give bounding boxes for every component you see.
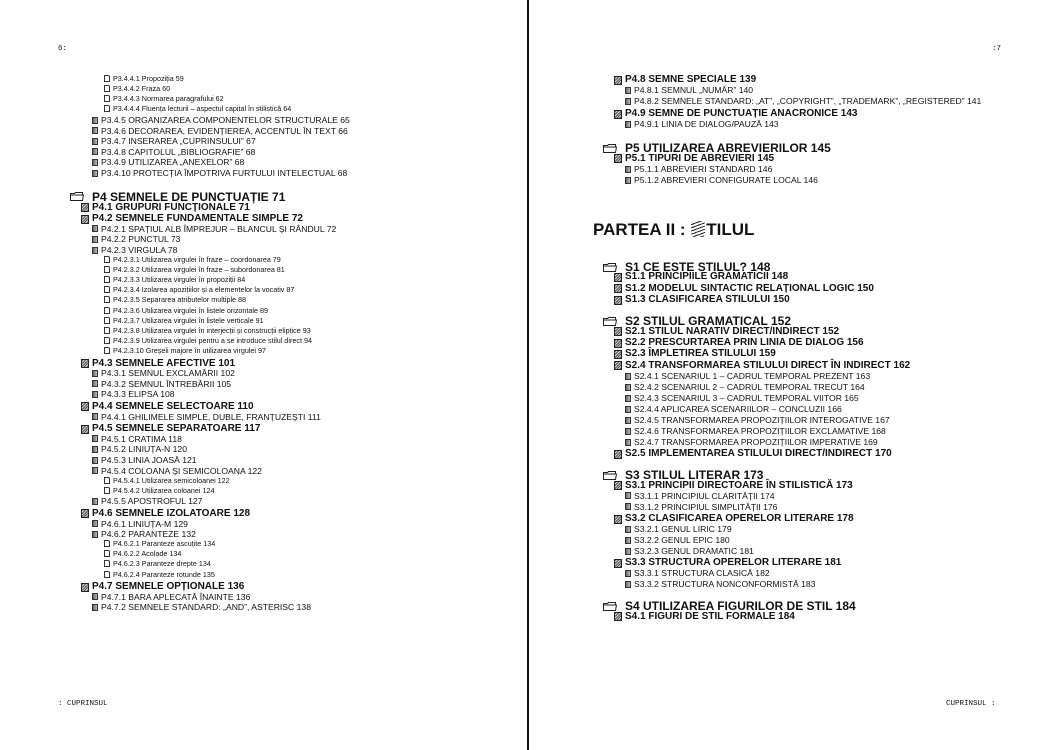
toc-entry <box>625 569 770 578</box>
toc-entry <box>104 317 264 324</box>
toc-entry-label: S2.4.5 TRANSFORMAREA PROPOZIȚIILOR INTEROGATIVE 167 <box>634 414 890 425</box>
left-page <box>0 0 527 750</box>
toc-entry <box>614 449 892 459</box>
toc-entry-label: S2.4.6 TRANSFORMAREA PROPOZIȚIILOR EXCLAMATIVE 168 <box>634 425 886 436</box>
toc-entry <box>614 109 857 119</box>
leaf-icon <box>92 531 98 538</box>
toc-entry-label: P4.2.3.3 Utilizarea virgulei în propoziții 84 <box>113 275 246 285</box>
leaf-icon <box>92 370 98 377</box>
toc-entry <box>92 169 347 178</box>
toc-entry-label: P4.2.2 PUNCTUL 73 <box>101 234 181 245</box>
toc-entry <box>104 307 268 314</box>
toc-entry-label: P4.2.3.10 Greșeli majore în utilizarea virgulei 97 <box>113 345 267 355</box>
toc-entry <box>92 467 262 476</box>
leaf-icon <box>92 391 98 398</box>
toc-entry <box>625 383 865 392</box>
doc-icon <box>104 337 110 344</box>
toc-entry-label: P3.4.9 UTILIZAREA „ANEXELOR” 68 <box>101 157 245 168</box>
toc-entry-label: P3.4.4.2 Fraza 60 <box>113 84 171 94</box>
toc-entry-label: P3.4.4.1 Propoziția 59 <box>113 74 184 83</box>
toc-entry-label: P4.6 SEMNELE IZOLATOARE 128 <box>92 507 251 519</box>
toc-entry <box>104 327 311 334</box>
toc-entry-label: P4.3.2 SEMNUL ÎNTREBĂRII 105 <box>101 378 232 389</box>
book-icon <box>81 359 89 368</box>
toc-entry-label: P4.9.1 LINIA DE DIALOG/PAUZĂ 143 <box>634 119 779 130</box>
toc-entry-label: S3.3 STRUCTURA OPERELOR LITERARE 181 <box>625 557 842 569</box>
toc-entry-label: P3.4.4.3 Normarea paragrafului 62 <box>113 94 224 104</box>
book-icon <box>614 481 622 490</box>
toc-entry <box>625 438 878 447</box>
toc-entry <box>104 487 215 494</box>
toc-entry-label: P4.5.4.1 Utilizarea semicoloanei 122 <box>113 475 230 485</box>
toc-entry <box>614 514 854 524</box>
toc-entry <box>625 394 859 403</box>
leaf-icon <box>625 537 631 544</box>
leaf-icon <box>92 159 98 166</box>
toc-entry-label: S2.2 PRESCURTAREA PRIN LINIA DE DIALOG 156 <box>625 337 864 348</box>
toc-entry-label: P4.4 SEMNELE SELECTOARE 110 <box>92 400 254 412</box>
leaf-icon <box>92 498 98 505</box>
toc-entry-label: P3.4.5 ORGANIZAREA COMPONENTELOR STRUCTURALE 65 <box>101 114 350 125</box>
toc-entry-label: S2 STILUL GRAMATICAL 152 <box>625 314 792 329</box>
toc-entry-label: P4.8.2 SEMNELE STANDARD: „AT”, „COPYRIGHT”, „TRADEMARK”, „REGISTERED” 141 <box>634 96 982 107</box>
leaf-icon <box>625 121 631 128</box>
book-icon <box>81 509 89 518</box>
toc-entry-label: P5.1.1 ABREVIERI STANDARD 146 <box>634 164 773 174</box>
toc-entry-label: S1.1 PRINCIPIILE GRAMATICII 148 <box>625 271 789 283</box>
toc-entry-label: S3.2.1 GENUL LIRIC 179 <box>634 524 732 534</box>
toc-entry-label: P4.5.3 LINIA JOASĂ 121 <box>101 454 197 465</box>
toc-entry <box>92 380 231 389</box>
leaf-icon <box>625 581 631 588</box>
toc-entry-label: P4.5.5 APOSTROFUL 127 <box>101 496 203 507</box>
book-icon <box>614 284 622 293</box>
toc-entry-label: S3.2.3 GENUL DRAMATIC 181 <box>634 546 754 556</box>
leaf-icon <box>92 446 98 453</box>
folder-icon <box>603 263 617 272</box>
leaf-icon <box>625 98 631 105</box>
leaf-icon <box>625 570 631 577</box>
toc-entry-label: S2.4.4 APLICAREA SCENARIILOR – CONCLUZII 166 <box>634 403 842 414</box>
toc-entry <box>92 593 250 602</box>
toc-entry <box>625 547 754 556</box>
toc-entry-label: P4.1 GRUPURI FUNCȚIONALE 71 <box>92 201 250 213</box>
doc-icon <box>104 347 110 354</box>
toc-entry-label: P4.2.3.7 Utilizarea virgulei în listele verticale 91 <box>113 315 264 325</box>
doc-icon <box>104 540 110 547</box>
leaf-icon <box>625 548 631 555</box>
toc-entry-label: P4.6.2 PARANTEZE 132 <box>101 529 196 540</box>
toc-entry-label: S3.1.1 PRINCIPIUL CLARITĂȚII 174 <box>634 490 775 501</box>
toc-entry-label: P3.4.6 DECORAREA, EVIDENȚIEREA, ACCENTUL ÎN TEXT 66 <box>101 125 348 136</box>
toc-entry-label: P4.8 SEMNE SPECIALE 139 <box>625 74 757 85</box>
page-footer: CUPRINSUL : <box>946 700 996 708</box>
toc-entry <box>81 582 244 592</box>
leaf-icon <box>625 406 631 413</box>
toc-entry-label: P5.1 TIPURI DE ABREVIERI 145 <box>625 152 775 164</box>
toc-entry <box>92 413 321 422</box>
toc-entry-label: S3.3.1 STRUCTURA CLASICĂ 182 <box>634 568 770 579</box>
toc-entry-label: P4.6.2.1 Paranteze ascuțite 134 <box>113 539 216 549</box>
leaf-icon <box>92 380 98 387</box>
doc-icon <box>104 105 110 112</box>
toc-entry <box>92 456 197 465</box>
toc-entry-label: S3.2.2 GENUL EPIC 180 <box>634 535 730 545</box>
leaf-icon <box>92 117 98 124</box>
doc-icon <box>104 75 110 82</box>
leaf-icon <box>625 395 631 402</box>
toc-entry <box>92 116 350 125</box>
toc-entry-label: S3.3.2 STRUCTURA NONCONFORMISTĂ 183 <box>634 579 816 590</box>
toc-entry <box>104 256 281 263</box>
toc-entry <box>614 327 839 337</box>
leaf-icon <box>92 236 98 243</box>
toc-entry-label: P4.5.4.2 Utilizarea coloanei 124 <box>113 485 215 495</box>
part-title-prefix: PARTEA II : <box>593 220 691 239</box>
leaf-icon <box>92 604 98 611</box>
toc-entry-label: P4.3.3 ELIPSA 108 <box>101 389 175 400</box>
toc-entry-label: P5 UTILIZAREA ABREVIERILOR 145 <box>625 141 831 156</box>
toc-entry <box>625 492 775 501</box>
leaf-icon <box>625 417 631 424</box>
toc-entry-label: S2.3 ÎMPLETIREA STILULUI 159 <box>625 348 776 360</box>
toc-entry <box>104 85 170 92</box>
folder-icon <box>70 192 84 201</box>
toc-entry <box>92 530 196 539</box>
leaf-icon <box>625 177 631 184</box>
toc-entry-label: P3.4.10 PROTECȚIA ÎMPOTRIVA FURTULUI INTELECTUAL 68 <box>101 167 348 178</box>
leaf-icon <box>625 428 631 435</box>
book-icon <box>81 215 89 224</box>
doc-icon <box>104 286 110 293</box>
toc-entry-label: S2.4.1 SCENARIUL 1 – CADRUL TEMPORAL PREZENT 163 <box>634 370 871 381</box>
doc-icon <box>104 95 110 102</box>
toc-entry <box>625 416 890 425</box>
doc-icon <box>104 85 110 92</box>
toc-entry-label: P4.7 SEMNELE OPȚIONALE 136 <box>92 581 245 593</box>
toc-entry <box>92 603 311 612</box>
leaf-icon <box>92 247 98 254</box>
doc-icon <box>104 276 110 283</box>
book-icon <box>614 76 622 85</box>
toc-entry-label: P4.8.1 SEMNUL „NUMĂR” 140 <box>634 85 754 96</box>
toc-entry-label: P4.2.3.9 Utilizarea virgulei pentru a se introduce stilul direct 94 <box>113 335 312 345</box>
toc-entry-label: P4 SEMNELE DE PUNCTUAȚIE 71 <box>92 189 286 204</box>
toc-entry-label: S2.4.7 TRANSFORMAREA PROPOZIȚIILOR IMPERATIVE 169 <box>634 436 878 447</box>
doc-icon <box>104 477 110 484</box>
leaf-icon <box>625 439 631 446</box>
toc-entry <box>104 560 211 567</box>
toc-entry <box>625 427 886 436</box>
toc-entry <box>92 148 255 157</box>
toc-entry <box>92 246 177 255</box>
book-icon <box>614 154 622 163</box>
doc-icon <box>104 266 110 273</box>
toc-entry <box>104 95 224 102</box>
toc-entry <box>104 540 215 547</box>
toc-entry <box>625 97 981 106</box>
leaf-icon <box>92 593 98 600</box>
leaf-icon <box>625 166 631 173</box>
toc-entry-label: P4.7.1 BARA APLECATĂ ÎNAINTE 136 <box>101 591 251 602</box>
leaf-icon <box>625 503 631 510</box>
toc-entry-label: P4.7.2 SEMNELE STANDARD: „AND”, ASTERISC 138 <box>101 602 311 613</box>
toc-entry <box>81 402 254 412</box>
toc-entry-label: P4.3.1 SEMNUL EXCLAMĂRII 102 <box>101 368 235 379</box>
doc-icon <box>104 317 110 324</box>
page-footer: : CUPRINSUL <box>58 700 108 708</box>
leaf-icon <box>625 87 631 94</box>
toc-entry <box>92 235 180 244</box>
decorated-s-glyph <box>691 221 705 237</box>
leaf-icon <box>625 492 631 499</box>
toc-entry <box>92 390 175 399</box>
toc-entry <box>614 154 774 164</box>
toc-entry-label: S3 STILUL LITERAR 173 <box>625 468 764 483</box>
doc-icon <box>104 327 110 334</box>
toc-entry <box>625 165 772 174</box>
page-number: :7 <box>992 45 1002 53</box>
toc-entry-label: S3.2 CLASIFICAREA OPERELOR LITERARE 178 <box>625 513 854 524</box>
toc-entry <box>104 477 230 484</box>
toc-entry-label: P4.5.4 COLOANA ȘI SEMICOLOANA 122 <box>101 465 262 476</box>
toc-entry-label: P4.2.3.2 Utilizarea virgulei în fraze – subordonarea 81 <box>113 265 285 275</box>
leaf-icon <box>92 225 98 232</box>
leaf-icon <box>92 138 98 145</box>
folder-icon <box>603 602 617 611</box>
toc-entry-label: P4.3 SEMNELE AFECTIVE 101 <box>92 357 236 369</box>
book-icon <box>614 273 622 282</box>
toc-entry-label: P4.5.2 LINIUȚA-N 120 <box>101 444 187 455</box>
book-icon <box>81 425 89 434</box>
toc-entry-label: S2.5 IMPLEMENTAREA STILULUI DIRECT/INDIRECT 170 <box>625 448 892 460</box>
book-icon <box>81 583 89 592</box>
book-icon <box>614 350 622 359</box>
toc-entry-label: P4.2.3 VIRGULA 78 <box>101 244 178 255</box>
toc-entry <box>104 347 266 354</box>
toc-entry <box>92 137 256 146</box>
toc-entry <box>81 214 303 224</box>
part-title <box>593 220 754 240</box>
page-number: 6: <box>58 45 68 53</box>
toc-entry <box>104 286 294 293</box>
toc-entry <box>104 571 215 578</box>
toc-entry <box>625 372 870 381</box>
toc-entry <box>625 405 842 414</box>
toc-entry-label: S2.4.2 SCENARIUL 2 – CADRUL TEMPORAL TRECUT 164 <box>634 381 865 392</box>
toc-entry <box>614 338 864 348</box>
leaf-icon <box>625 526 631 533</box>
leaf-icon <box>92 148 98 155</box>
toc-entry <box>625 120 779 129</box>
book-icon <box>614 559 622 568</box>
toc-entry-label: P4.5 SEMNELE SEPARATOARE 117 <box>92 423 261 435</box>
toc-entry-label: P4.2.3.6 Utilizarea virgulei în listele orizontale 89 <box>113 305 269 315</box>
toc-entry-label: P5.1.2 ABREVIERI CONFIGURATE LOCAL 146 <box>634 175 818 186</box>
toc-entry-label: P4.2.3.1 Utilizarea virgulei în fraze – coordonarea 79 <box>113 255 281 264</box>
toc-entry <box>625 86 753 95</box>
leaf-icon <box>92 170 98 177</box>
toc-entry <box>92 445 187 454</box>
toc-entry <box>614 75 756 85</box>
toc-entry-label: P3.4.8 CAPITOLUL „BIBLIOGRAFIE” 68 <box>101 146 256 157</box>
toc-entry <box>104 337 312 344</box>
toc-entry <box>92 225 336 234</box>
toc-entry-label: P4.2 SEMNELE FUNDAMENTALE SIMPLE 72 <box>92 213 303 225</box>
toc-entry-label: S4.1 FIGURI DE STIL FORMALE 184 <box>625 610 795 622</box>
toc-entry-label: S3.1 PRINCIPII DIRECTOARE ÎN STILISTICĂ 173 <box>625 479 853 491</box>
leaf-icon <box>92 457 98 464</box>
leaf-icon <box>92 127 98 134</box>
toc-entry <box>104 266 285 273</box>
toc-entry <box>104 276 245 283</box>
leaf-icon <box>92 435 98 442</box>
toc-entry-label: P3.4.7 INSERAREA „CUPRINSULUI” 67 <box>101 136 256 147</box>
toc-entry-label: P4.4.1 GHILIMELE SIMPLE, DUBLE, FRANȚUZEȘTI 111 <box>101 411 321 422</box>
leaf-icon <box>92 520 98 527</box>
doc-icon <box>104 256 110 263</box>
toc-entry <box>104 550 181 557</box>
toc-entry-label: P4.2.1 SPAȚIUL ALB ÎMPREJUR – BLANCUL ȘI RÂNDUL 72 <box>101 223 337 234</box>
toc-entry <box>92 520 188 529</box>
toc-entry <box>104 105 291 112</box>
toc-entry <box>92 435 182 444</box>
toc-entry <box>81 203 250 213</box>
doc-icon <box>104 296 110 303</box>
toc-entry-label: S1.2 MODELUL SINTACTIC RELAȚIONAL LOGIC 150 <box>625 282 874 294</box>
book-icon <box>614 296 622 305</box>
toc-entry <box>81 509 250 519</box>
toc-entry <box>625 525 732 534</box>
toc-entry-label: P4.6.1 LINIUȚA-M 129 <box>101 518 188 529</box>
folder-icon <box>603 471 617 480</box>
toc-entry-label: P3.4.4.4 Fluența lecturii – aspectul capital în stilistică 64 <box>113 104 292 114</box>
toc-entry <box>81 359 235 369</box>
book-icon <box>614 612 622 621</box>
toc-entry <box>104 75 184 82</box>
toc-entry-label: S2.4 TRANSFORMAREA STILULUI DIRECT ÎN INDIRECT 162 <box>625 359 911 371</box>
folder-icon <box>603 144 617 153</box>
folder-icon <box>603 317 617 326</box>
doc-icon <box>104 307 110 314</box>
toc-entry <box>614 349 776 359</box>
leaf-icon <box>92 413 98 420</box>
toc-entry-label: S2.4.3 SCENARIUL 3 – CADRUL TEMPORAL VIITOR 165 <box>634 392 859 403</box>
book-icon <box>614 450 622 459</box>
book-icon <box>614 110 622 119</box>
toc-entry <box>614 612 795 622</box>
toc-entry <box>625 580 815 589</box>
toc-entry <box>614 284 874 294</box>
toc-entry <box>614 558 841 568</box>
doc-icon <box>104 571 110 578</box>
toc-entry <box>614 361 910 371</box>
doc-icon <box>104 487 110 494</box>
toc-entry <box>625 503 777 512</box>
toc-entry <box>625 536 730 545</box>
book-icon <box>614 327 622 336</box>
toc-entry-label: P4.2.3.4 Izolarea apozițiilor și a elementelor la vocativ 87 <box>113 285 295 295</box>
book-icon <box>81 402 89 411</box>
toc-entry <box>81 424 260 434</box>
doc-icon <box>104 550 110 557</box>
toc-entry <box>92 497 202 506</box>
toc-entry <box>614 295 790 305</box>
toc-entry-label: S1 CE ESTE STILUL? 148 <box>625 260 771 274</box>
toc-entry <box>614 481 853 491</box>
leaf-icon <box>92 467 98 474</box>
leaf-icon <box>625 384 631 391</box>
toc-entry-label: P4.6.2.4 Paranteze rotunde 135 <box>113 569 215 579</box>
toc-entry-label: P4.6.2.2 Acolade 134 <box>113 549 182 559</box>
toc-entry <box>614 272 788 282</box>
book-icon <box>614 515 622 524</box>
right-page <box>530 0 1056 750</box>
toc-entry-label: S4 UTILIZAREA FIGURILOR DE STIL 184 <box>625 599 856 614</box>
leaf-icon <box>625 373 631 380</box>
toc-entry-label: S1.3 CLASIFICAREA STILULUI 150 <box>625 294 790 306</box>
toc-entry-label: P4.2.3.8 Utilizarea virgulei în interjecții și construcții eliptice 93 <box>113 325 311 335</box>
book-icon <box>81 203 89 212</box>
toc-entry <box>92 158 244 167</box>
toc-entry-label: P4.2.3.5 Separarea atributelor multiple 88 <box>113 295 247 305</box>
toc-entry <box>92 127 348 136</box>
toc-entry-label: S3.1.2 PRINCIPIUL SIMPLITĂȚII 176 <box>634 501 778 512</box>
toc-entry <box>104 296 246 303</box>
toc-entry-label: P4.9 SEMNE DE PUNCTUAȚIE ANACRONICE 143 <box>625 108 858 119</box>
toc-entry-label: P4.6.2.3 Paranteze drepte 134 <box>113 559 211 569</box>
book-icon <box>614 339 622 348</box>
toc-entry <box>92 369 235 378</box>
toc-entry <box>625 176 818 185</box>
toc-entry-label: P4.5.1 CRATIMA 118 <box>101 433 182 444</box>
page-divider <box>527 0 529 750</box>
book-icon <box>614 361 622 370</box>
doc-icon <box>104 560 110 567</box>
part-title-rest: TILUL <box>706 220 755 239</box>
toc-entry-label: S2.1 STILUL NARATIV DIRECT/INDIRECT 152 <box>625 325 840 337</box>
